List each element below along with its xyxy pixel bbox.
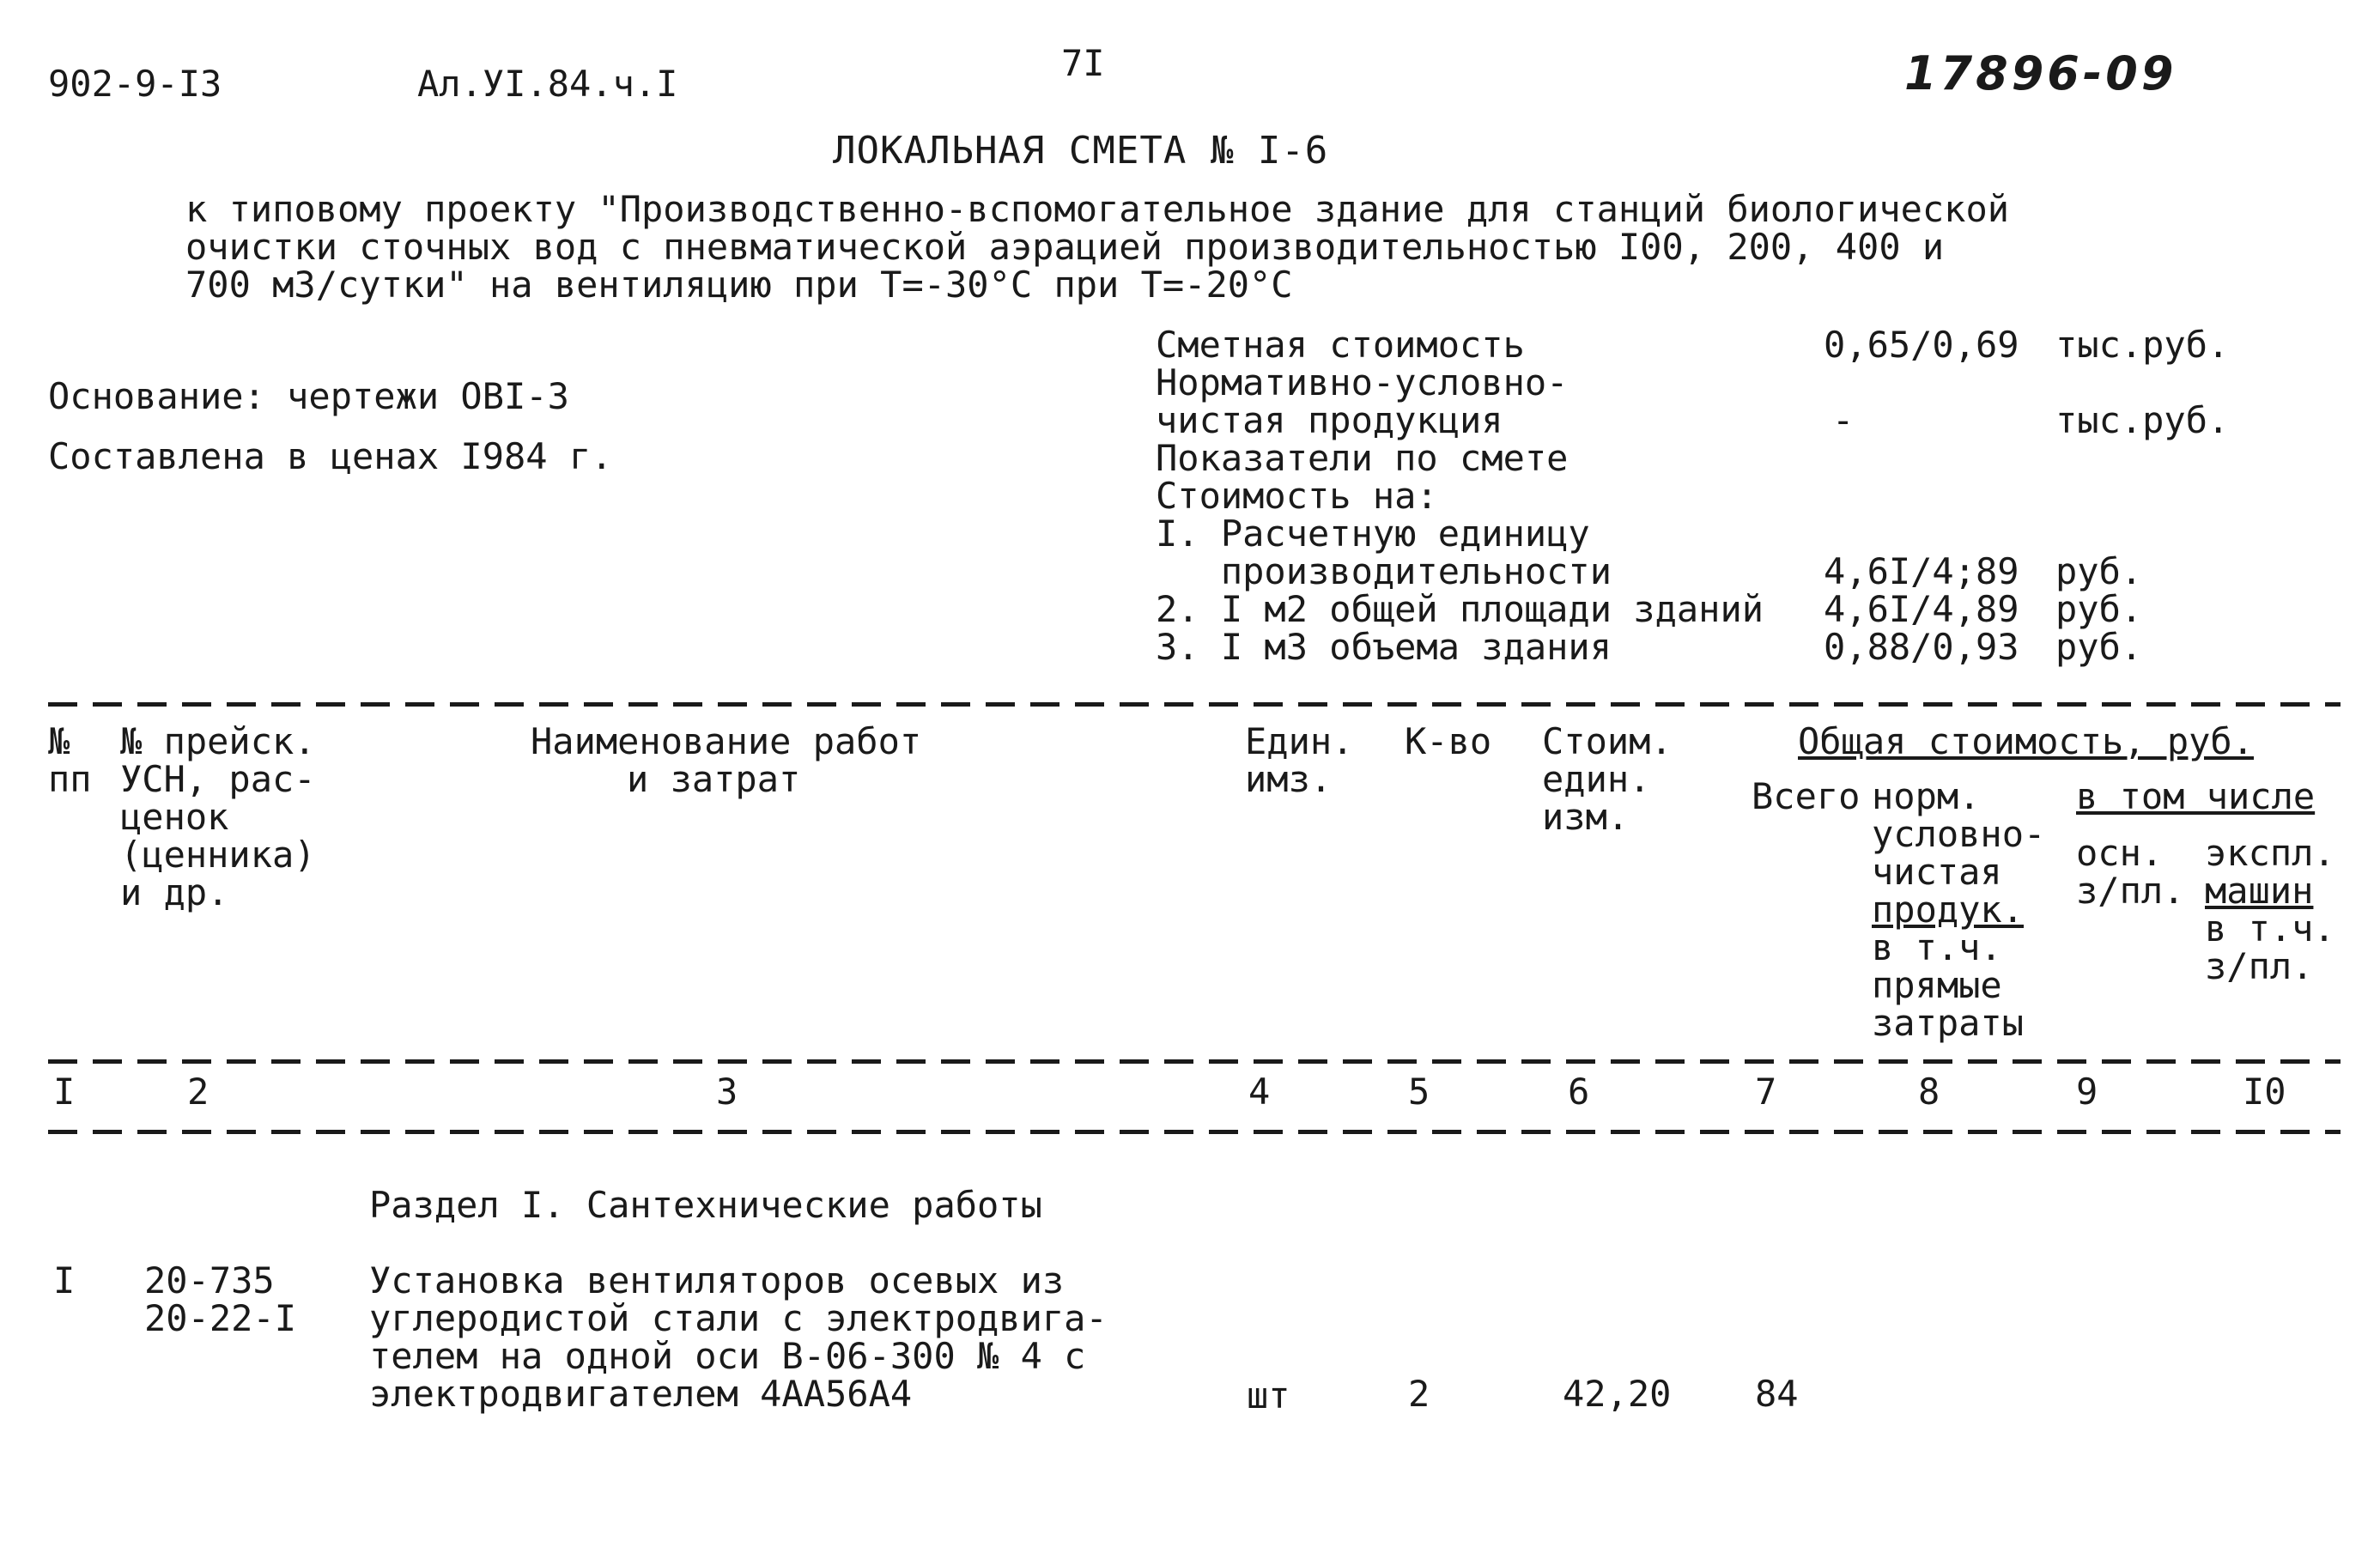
col6-header-1: Стоим. [1542, 720, 1673, 762]
handwritten-number: 17896-09 [1904, 46, 2177, 100]
row-name-line-3: телем на одной оси В-06-300 № 4 с [369, 1335, 1086, 1377]
estimate-cost-label: Сметная стоимость [1156, 324, 1525, 366]
estimate-title: ЛОКАЛЬНАЯ СМЕТА № I-6 [833, 129, 1329, 173]
prices-year-text: Составлена в ценах I984 г. [48, 435, 613, 477]
subtitle-line-3: 700 м3/сутки" на вентиляцию при Т=-30°С при Т=-20°С [185, 264, 1293, 306]
col2-header-5: и др. [120, 871, 229, 913]
row-quantity: 2 [1408, 1373, 1430, 1415]
col6-header-2: един. [1542, 758, 1651, 800]
page-number: 7I [1061, 42, 1105, 84]
col10-header-2: машин [2205, 870, 2314, 912]
item1-label-1: I. Расчетную единицу [1156, 513, 1590, 555]
column-number: 6 [1568, 1071, 1590, 1113]
normative-label-1: Нормативно-условно- [1156, 361, 1569, 403]
col3-header-1: Наименование работ [531, 720, 922, 762]
row-name-line-1: Установка вентиляторов осевых из [369, 1259, 1065, 1301]
row-unit-cost: 42,20 [1563, 1373, 1672, 1415]
subtitle-line-1: к типовому проекту "Производственно-вспомогательное здание для станций биологической [185, 188, 2010, 230]
doc-code: 902-9-I3 [48, 63, 222, 105]
column-number: 7 [1755, 1071, 1777, 1113]
row-code-1: 20-735 [144, 1259, 275, 1301]
normative-value: - [1832, 399, 1855, 441]
col6-header-3: изм. [1542, 796, 1630, 838]
col9-header-2: з/пл. [2076, 870, 2185, 912]
col4-header-1: Един. [1245, 720, 1354, 762]
normative-label-2: чистая продукция [1156, 399, 1503, 441]
row-unit: шт [1247, 1374, 1290, 1417]
col10-header-3: в т.ч. [2205, 907, 2335, 949]
column-number: 9 [2076, 1071, 2098, 1113]
column-numbers-divider [48, 1130, 2341, 1134]
item2-unit: руб. [2055, 588, 2143, 630]
item1-value: 4,6I/4;89 [1824, 550, 2019, 592]
normative-unit: тыс.руб. [2055, 399, 2230, 441]
header-bottom-divider [48, 1059, 2341, 1064]
total-cost-header: Общая стоимость, руб. [1798, 720, 2255, 762]
col8-header-1: норм. [1872, 775, 1981, 817]
col2-header-3: ценок [120, 796, 229, 838]
row-total: 84 [1755, 1373, 1799, 1415]
column-number: 5 [1408, 1071, 1430, 1113]
col10-header-4: з/пл. [2205, 945, 2314, 987]
including-header: в том числе [2076, 775, 2316, 817]
album-code: Ал.УI.84.ч.I [417, 63, 678, 105]
item2-value: 4,6I/4,89 [1824, 588, 2019, 630]
indicators-label: Показатели по смете [1156, 437, 1569, 479]
estimate-cost-value: 0,65/0,69 [1824, 324, 2019, 366]
row-name-line-2: углеродистой стали с электродвига- [369, 1297, 1108, 1339]
col8-header-2: условно- [1872, 813, 2046, 855]
col4-header-2: имз. [1245, 758, 1333, 800]
col8-header-4: продук. [1872, 889, 2025, 931]
column-number: 4 [1248, 1071, 1271, 1113]
col2-header-2: УСН, рас- [120, 758, 316, 800]
column-number: I0 [2243, 1071, 2286, 1113]
column-number: 2 [187, 1071, 209, 1113]
item3-label: 3. I м3 объема здания [1156, 626, 1612, 668]
col1-header-2: пп [48, 758, 92, 800]
col5-header: К-во [1405, 720, 1492, 762]
column-number: 3 [716, 1071, 738, 1113]
col9-header-1: осн. [2076, 832, 2164, 874]
item2-label: 2. I м2 общей площади зданий [1156, 588, 1764, 630]
col7-header: Всего [1752, 775, 1861, 817]
section-title: Раздел I. Сантехнические работы [369, 1184, 1042, 1226]
item1-label-2: производительности [1156, 550, 1612, 592]
item3-value: 0,88/0,93 [1824, 626, 2019, 668]
row-name-line-4: электродвигателем 4АА56А4 [369, 1373, 913, 1415]
col10-header-1: экспл. [2205, 832, 2335, 874]
row-code-2: 20-22-I [144, 1297, 297, 1339]
item1-unit: руб. [2055, 550, 2143, 592]
basis-text: Основание: чертежи ОВI-3 [48, 375, 569, 417]
col1-header-1: № [48, 720, 70, 762]
column-number: I [53, 1071, 76, 1113]
col3-header-2: и затрат [627, 758, 801, 800]
col8-header-7: затраты [1872, 1002, 2025, 1044]
col8-header-3: чистая [1872, 851, 2002, 893]
item3-unit: руб. [2055, 626, 2143, 668]
col8-header-6: прямые [1872, 964, 2002, 1006]
subtitle-line-2: очистки сточных вод с пневматической аэрацией производительностью I00, 200, 400 и [185, 226, 1945, 268]
estimate-cost-unit: тыс.руб. [2055, 324, 2230, 366]
column-number: 8 [1918, 1071, 1940, 1113]
table-top-divider [48, 702, 2341, 707]
col8-header-5: в т.ч. [1872, 926, 2002, 968]
col2-header-1: № прейск. [120, 720, 316, 762]
col2-header-4: (ценника) [120, 834, 316, 876]
row-number: I [53, 1259, 76, 1301]
cost-on-label: Стоимость на: [1156, 475, 1438, 517]
